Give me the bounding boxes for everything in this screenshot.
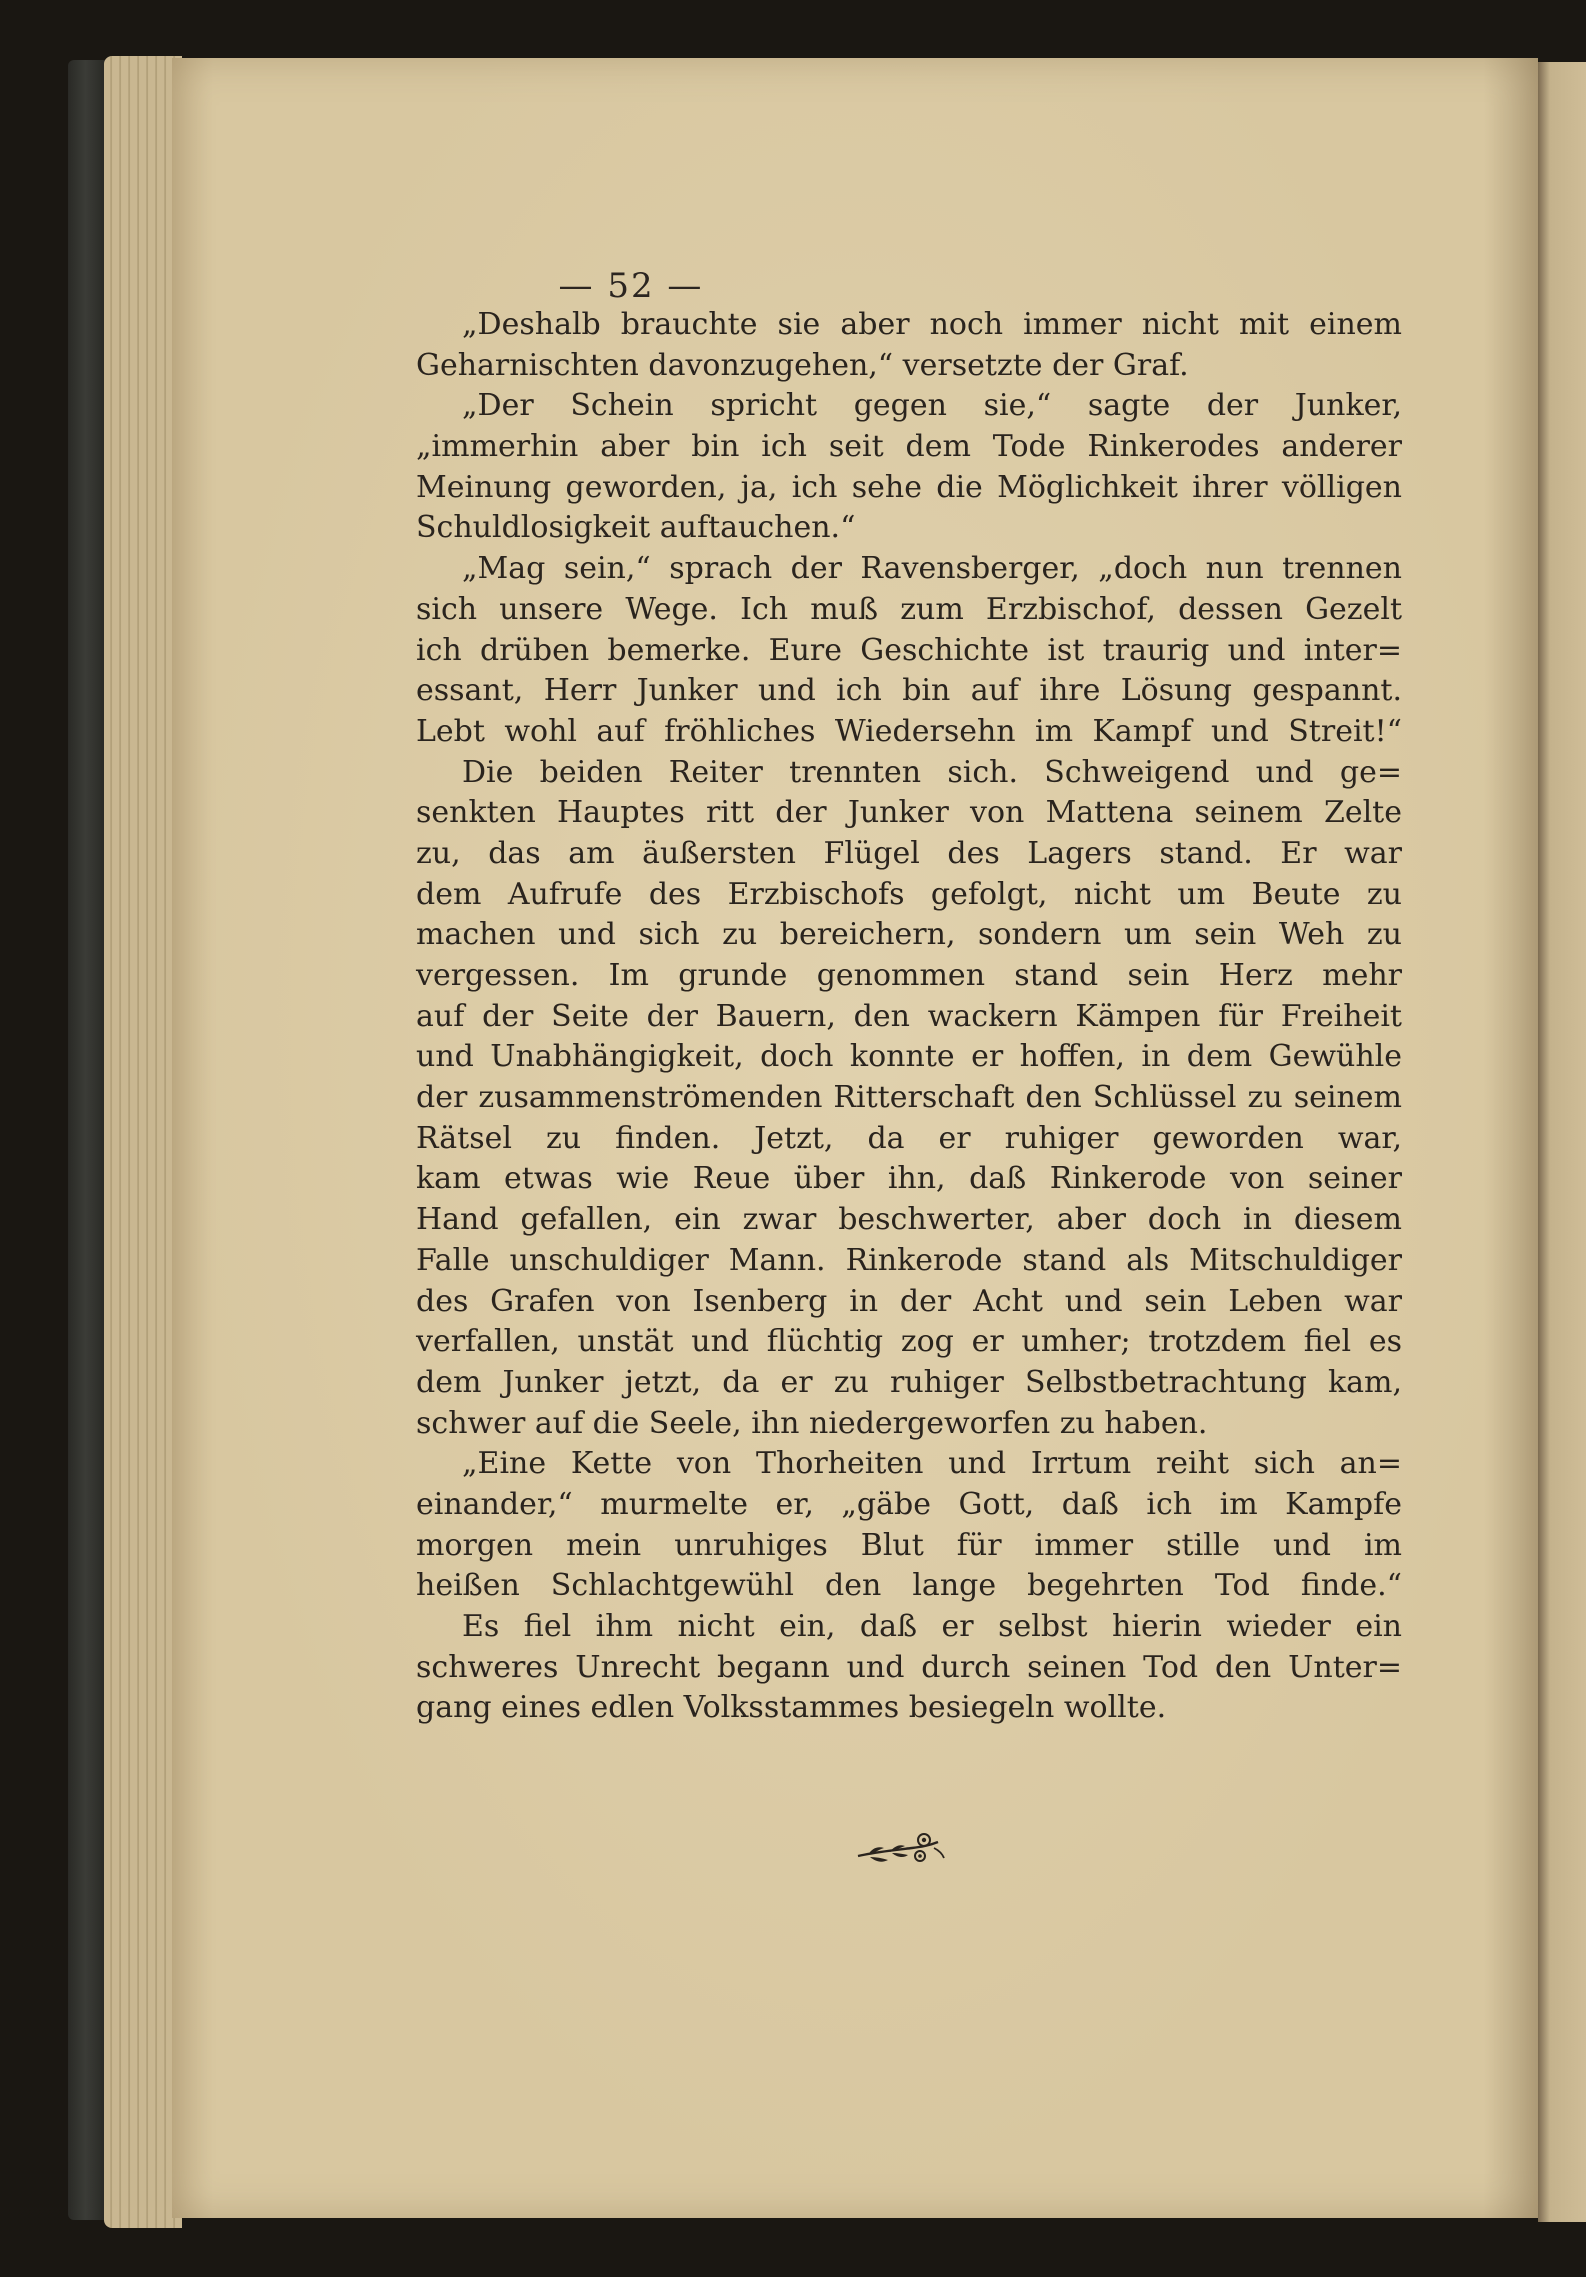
text-line: Falle unschuldiger Mann. Rinkerode stand als Mitschuldiger	[416, 1242, 1402, 1278]
page-edges	[104, 56, 182, 2228]
text-line: morgen mein unruhiges Blut für immer stille und im	[416, 1527, 1402, 1563]
text-line: ich drüben bemerke. Eure Geschichte ist traurig und inter=	[416, 632, 1402, 668]
text-line: Meinung geworden, ja, ich sehe die Möglichkeit ihrer völligen	[416, 469, 1402, 505]
text-line: schweres Unrecht begann und durch seinen Tod den Unter=	[416, 1649, 1402, 1685]
text-line: heißen Schlachtgewühl den lange begehrten Tod finde.“	[416, 1568, 1402, 1604]
facing-page-edge	[1538, 62, 1586, 2222]
text-line: dem Junker jetzt, da er zu ruhiger Selbstbetrachtung kam,	[416, 1364, 1402, 1400]
text-line: Lebt wohl auf fröhliches Wiedersehn im Kampf und Streit!“	[416, 713, 1402, 749]
text-line: zu, das am äußersten Flügel des Lagers stand. Er war	[416, 835, 1402, 871]
text-line: Hand gefallen, ein zwar beschwerter, aber doch in diesem	[416, 1202, 1402, 1238]
text-line: „Deshalb brauchte sie aber noch immer nicht mit einem	[462, 307, 1402, 342]
floral-vignette-icon	[850, 1826, 950, 1876]
text-line: dem Aufrufe des Erzbischofs gefolgt, nicht um Beute zu	[416, 876, 1402, 912]
text-line: senkten Hauptes ritt der Junker von Mattena seinem Zelte	[416, 795, 1402, 831]
text-line: schwer auf die Seele, ihn niedergeworfen zu haben.	[416, 1405, 1208, 1441]
text-line: machen und sich zu bereichern, sondern um sein Weh zu	[416, 917, 1402, 953]
text-line: der zusammenströmenden Ritterschaft den Schlüssel zu seinem	[416, 1080, 1402, 1116]
text-line: Geharnischten davonzugehen,“ versetzte der Graf.	[416, 347, 1189, 383]
text-line: einander,“ murmelte er, „gäbe Gott, daß ich im Kampfe	[416, 1486, 1402, 1522]
text-line: „Der Schein spricht gegen sie,“ sagte der Junker,	[462, 388, 1402, 424]
text-line: „Mag sein,“ sprach der Ravensberger, „doch nun trennen	[462, 551, 1402, 587]
text-line: auf der Seite der Bauern, den wackern Kämpen für Freiheit	[416, 998, 1402, 1034]
text-line: kam etwas wie Reue über ihn, daß Rinkerode von seiner	[416, 1161, 1402, 1197]
text-line: „immerhin aber bin ich seit dem Tode Rinkerodes anderer	[416, 429, 1402, 465]
text-line: „Eine Kette von Thorheiten und Irrtum reiht sich an=	[462, 1446, 1402, 1482]
text-line: essant, Herr Junker und ich bin auf ihre Lösung gespannt.	[416, 673, 1402, 709]
text-line: Rätsel zu finden. Jetzt, da er ruhiger geworden war,	[416, 1120, 1402, 1156]
text-line: vergessen. Im grunde genommen stand sein Herz mehr	[416, 958, 1402, 993]
text-line: verfallen, unstät und flüchtig zog er umher; trotzdem fiel es	[416, 1324, 1402, 1360]
text-line: Die beiden Reiter trennten sich. Schweigend und ge=	[462, 754, 1402, 790]
text-line: Schuldlosigkeit auftauchen.“	[416, 510, 856, 546]
text-line: des Grafen von Isenberg in der Acht und sein Leben war	[416, 1283, 1402, 1319]
page-number: — 52 —	[558, 266, 704, 306]
body-text	[416, 305, 1402, 1729]
text-line: Es fiel ihm nicht ein, daß er selbst hierin wieder ein	[462, 1609, 1402, 1644]
text-line: und Unabhängigkeit, doch konnte er hoffen, in dem Gewühle	[416, 1039, 1402, 1075]
text-line: gang eines edlen Volksstammes besiegeln wollte.	[416, 1690, 1167, 1726]
text-line: sich unsere Wege. Ich muß zum Erzbischof, dessen Gezelt	[416, 591, 1402, 627]
